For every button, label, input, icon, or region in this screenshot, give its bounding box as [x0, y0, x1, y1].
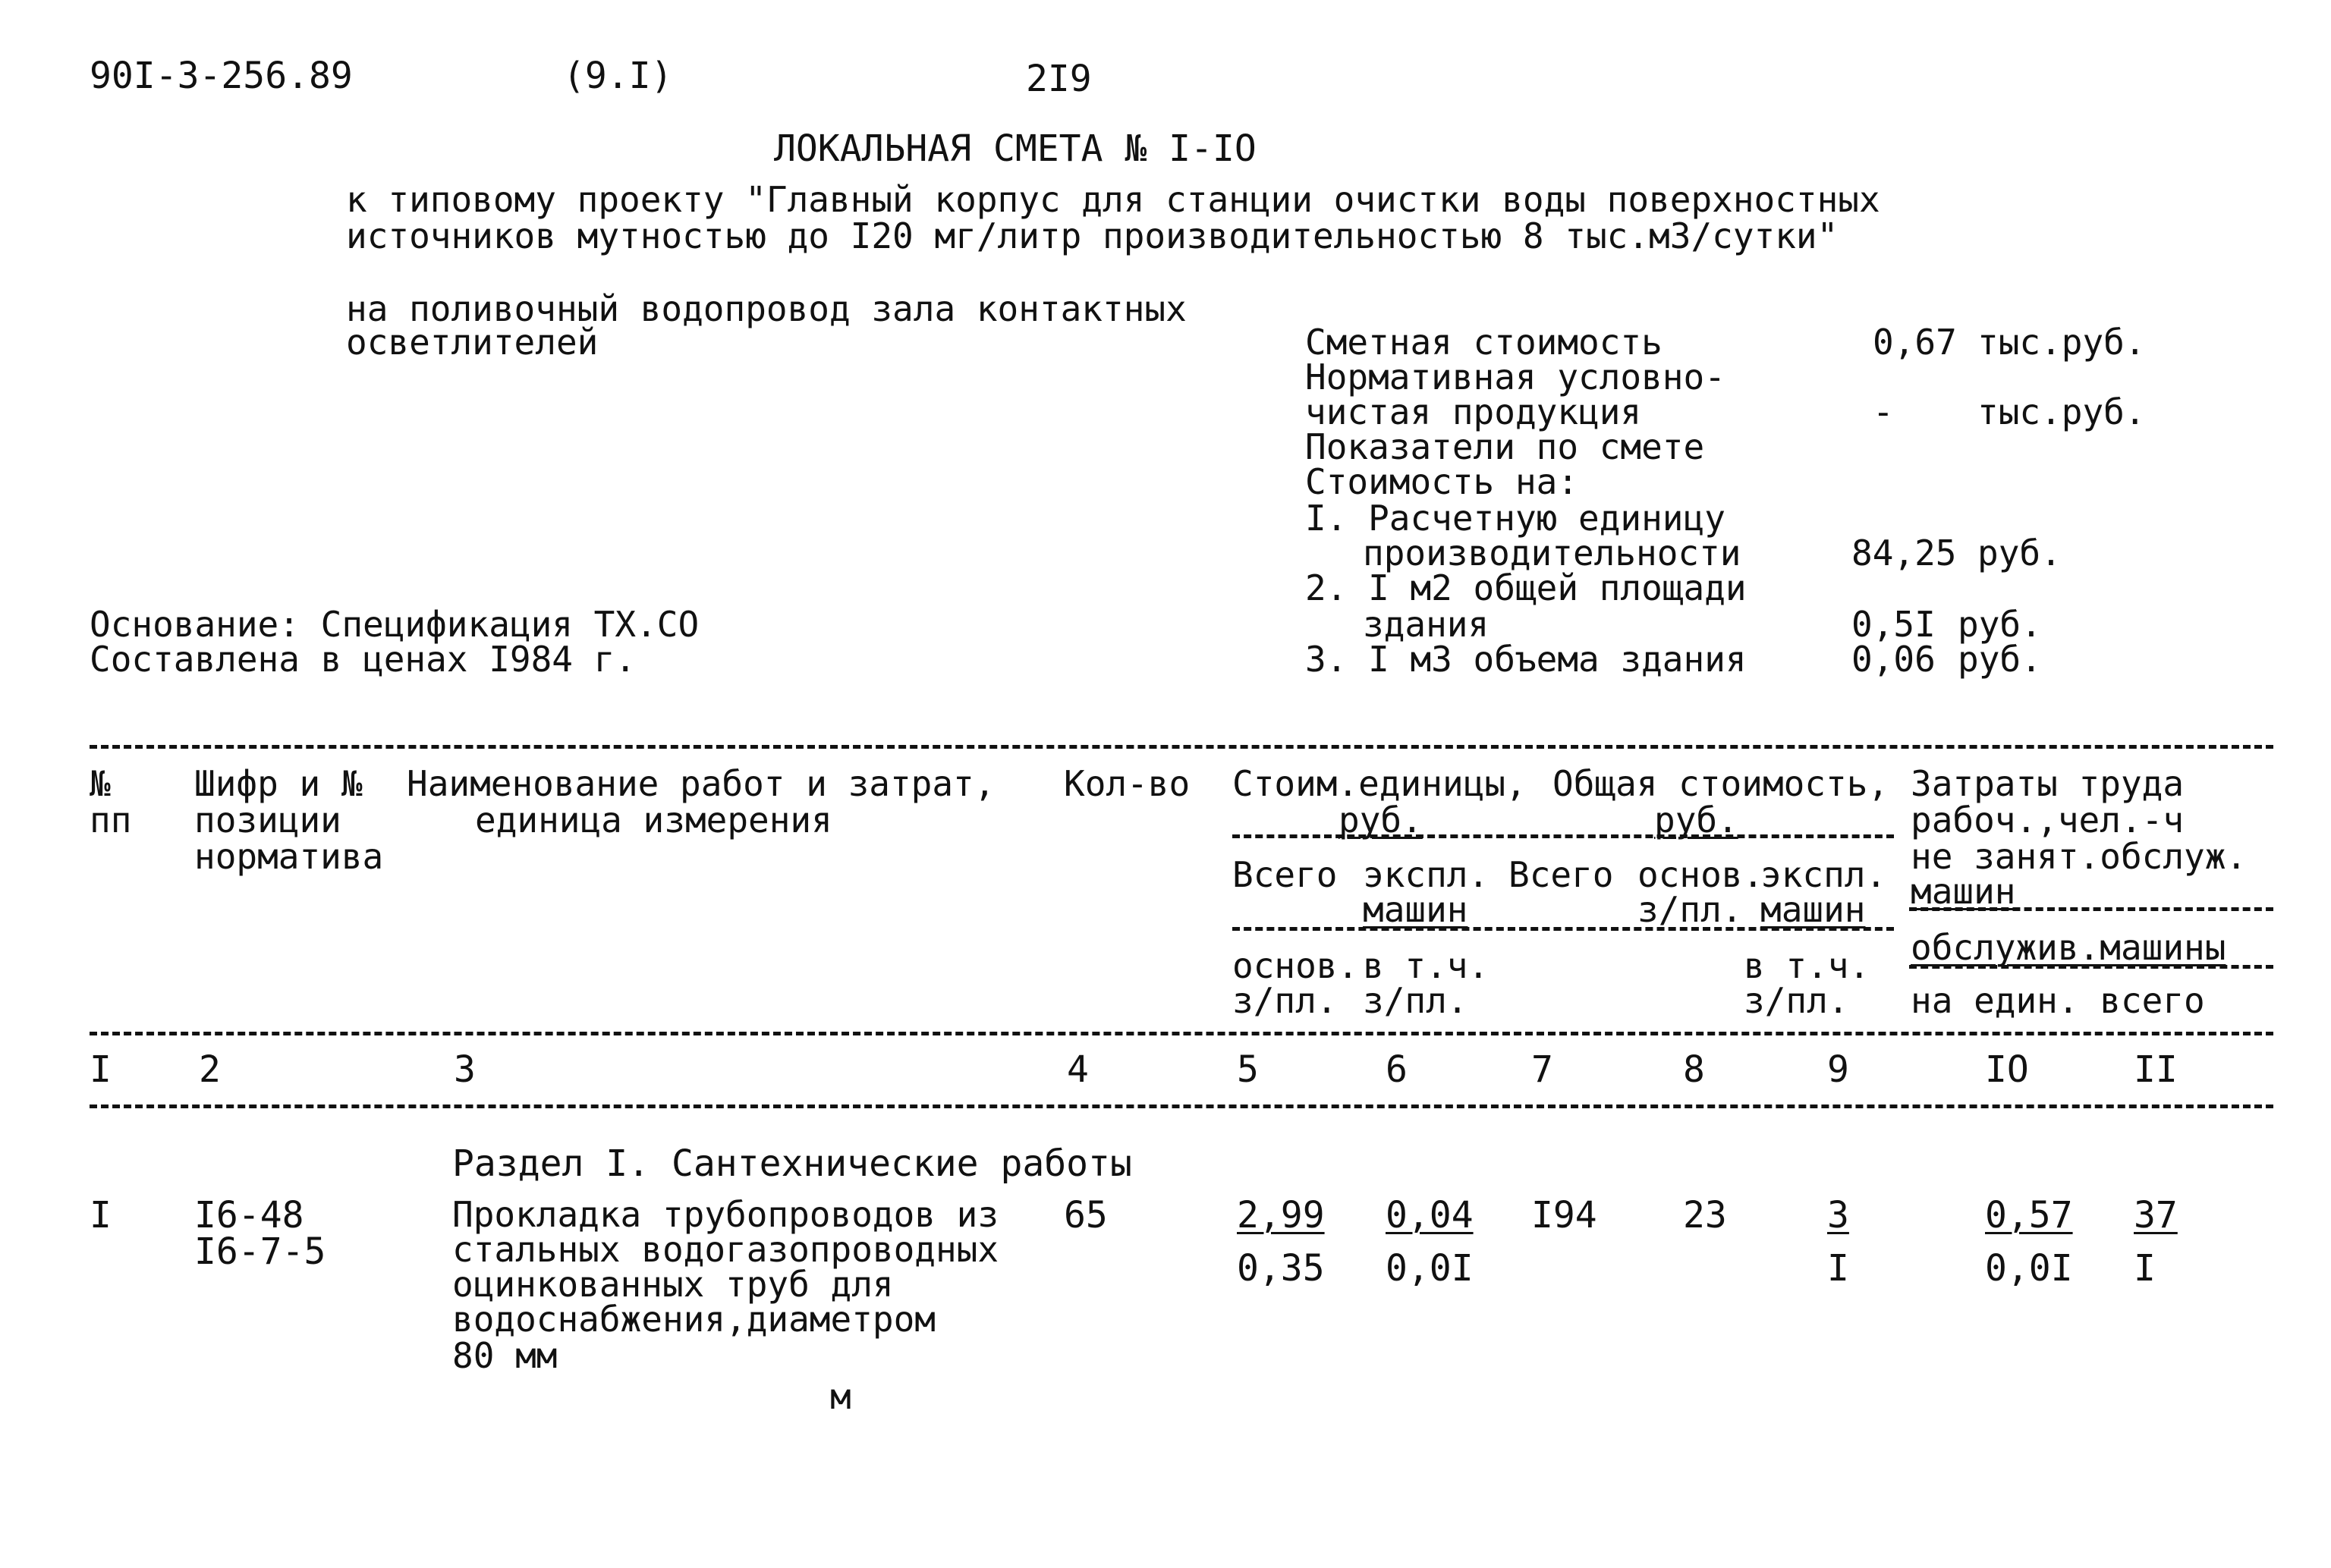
col6-subheader-line-1: в т.ч. — [1363, 945, 1490, 986]
row-col9-bottom: I — [1827, 1247, 1849, 1290]
indicator-1-unit: руб. — [1977, 533, 2062, 573]
col3-header-line-2: единица измерения — [475, 800, 832, 841]
column-number: 7 — [1531, 1048, 1553, 1091]
indicator-3-unit: руб. — [1958, 639, 2042, 680]
col3-header-line-1: Наименование работ и затрат, — [407, 763, 996, 804]
row-col5-top: 2,99 — [1237, 1194, 1325, 1236]
col5-subheader-line-2: з/пл. — [1232, 980, 1338, 1021]
col9-subheader-line-1: в т.ч. — [1744, 945, 1870, 986]
row-col8: 23 — [1683, 1194, 1727, 1236]
col1-header-line-1: № — [90, 763, 111, 804]
col9-subheader-line-2: з/пл. — [1744, 980, 1849, 1021]
indicator-1-line-2: производительности — [1363, 533, 1741, 573]
indicators-label: Показатели по смете — [1305, 426, 1705, 467]
labor-header-line-1: Затраты труда — [1911, 763, 2185, 804]
row-description-line-5: 80 мм — [452, 1335, 558, 1376]
section-title: Раздел I. Сантехнические работы — [452, 1142, 1132, 1185]
indicator-3-line-1: 3. I м3 объема здания — [1305, 639, 1747, 680]
col8-header-line-1: основ. — [1637, 854, 1764, 895]
col9-header-line-2: машин — [1760, 889, 1866, 930]
row-col6-bottom: 0,0I — [1386, 1247, 1474, 1290]
col5-subheader-line-1: основ. — [1232, 945, 1359, 986]
col6-header-line-2: машин — [1363, 889, 1468, 930]
header-bottom-rule — [90, 1032, 2273, 1035]
subtitle-line-2: источников мутностью до I20 мг/литр производительностью 8 тыс.м3/сутки" — [346, 215, 1839, 256]
column-number: I — [90, 1048, 112, 1091]
indicator-1-value: 84,25 — [1851, 533, 1957, 573]
column-numbers-rule — [90, 1105, 2273, 1108]
col2-header-line-3: норматива — [194, 836, 384, 877]
cost-subheader-rule — [1232, 834, 1894, 838]
col2-header-line-2: позиции — [194, 800, 341, 841]
column-number: 4 — [1067, 1048, 1089, 1091]
column-number: 9 — [1827, 1048, 1849, 1091]
labor-header-line-6: на един. всего — [1911, 980, 2205, 1021]
row-description-line-4: водоснабжения,диаметром — [452, 1299, 936, 1340]
basis-line-2: Составлена в ценах I984 г. — [90, 639, 637, 680]
row-col5-bottom: 0,35 — [1237, 1247, 1325, 1290]
norm-label-2: чистая продукция — [1305, 391, 1642, 432]
row-col11-bottom: I — [2134, 1247, 2156, 1290]
labor-header-line-4: машин — [1911, 871, 2016, 912]
project-code: 90I-3-256.89 — [90, 55, 353, 97]
unit-cost-rub: руб. — [1339, 800, 1423, 841]
indicator-2-line-1: 2. I м2 общей площади — [1305, 567, 1747, 608]
row-number: I — [90, 1194, 112, 1236]
row-col11-top: 37 — [2134, 1194, 2178, 1236]
labor-header-line-5: обслужив.машины — [1911, 927, 2226, 968]
col1-header-line-2: пп — [90, 800, 132, 841]
column-number: IO — [1985, 1048, 2029, 1091]
cost-per-label: Стоимость на: — [1305, 461, 1579, 502]
col4-header: Кол-во — [1064, 763, 1191, 804]
row-description-line-3: оцинкованных труб для — [452, 1264, 894, 1305]
col8-header-line-2: з/пл. — [1637, 889, 1743, 930]
page-number: 2I9 — [1026, 58, 1092, 100]
row-code-1: I6-48 — [194, 1194, 304, 1236]
col6-subheader-line-2: з/пл. — [1363, 980, 1468, 1021]
column-number: II — [2134, 1048, 2178, 1091]
col5-header: Всего — [1232, 854, 1338, 895]
row-col9-top: 3 — [1827, 1194, 1849, 1236]
row-code-2: I6-7-5 — [194, 1230, 326, 1273]
cost-label: Сметная стоимость — [1305, 322, 1663, 363]
column-number: 5 — [1237, 1048, 1259, 1091]
indicator-3-value: 0,06 — [1851, 639, 1936, 680]
col6-header-line-1: экспл. — [1363, 854, 1490, 895]
indicator-2-value: 0,5I — [1851, 604, 1936, 645]
labor-header-line-3: не занят.обслуж. — [1911, 836, 2248, 877]
object-line-2: осветлителей — [346, 322, 599, 363]
cost-value: 0,67 — [1873, 322, 1957, 363]
total-cost-header: Общая стоимость, — [1552, 763, 1889, 804]
column-number: 8 — [1683, 1048, 1705, 1091]
row-col6-top: 0,04 — [1386, 1194, 1474, 1236]
row-col10-top: 0,57 — [1985, 1194, 2073, 1236]
object-line-1: на поливочный водопровод зала контактных — [346, 288, 1187, 329]
table-top-rule — [90, 745, 2273, 749]
row-description-line-1: Прокладка трубопроводов из — [452, 1194, 999, 1235]
col2-header-line-1: Шифр и № — [194, 763, 363, 804]
unit-cost-header: Стоим.единицы, — [1232, 763, 1527, 804]
norm-value: - — [1873, 391, 1894, 432]
indicator-2-unit: руб. — [1958, 604, 2042, 645]
document-title: ЛОКАЛЬНАЯ СМЕТА № I-IO — [774, 127, 1257, 170]
indicator-2-line-2: здания — [1363, 604, 1490, 645]
row-unit: м — [830, 1376, 851, 1417]
cost-unit: тыс.руб. — [1977, 322, 2146, 363]
col7-header: Всего — [1508, 854, 1614, 895]
norm-unit: тыс.руб. — [1977, 391, 2146, 432]
subtitle-line-1: к типовому проекту "Главный корпус для станции очистки воды поверхностных — [346, 179, 1880, 220]
row-col10-bottom: 0,0I — [1985, 1247, 2073, 1290]
basis-line-1: Основание: Спецификация ТХ.СО — [90, 604, 700, 645]
row-description-line-2: стальных водогазопроводных — [452, 1229, 999, 1270]
labor-header-line-2: рабоч.,чел.-ч — [1911, 800, 2185, 841]
row-quantity: 65 — [1064, 1194, 1108, 1236]
row-col7: I94 — [1531, 1194, 1597, 1236]
column-number: 3 — [454, 1048, 476, 1091]
norm-label-1: Нормативная условно- — [1305, 357, 1725, 397]
col9-header-line-1: экспл. — [1760, 854, 1887, 895]
section-ref: (9.I) — [563, 55, 673, 97]
total-cost-rub: руб. — [1654, 800, 1738, 841]
indicator-1-line-1: I. Расчетную единицу — [1305, 498, 1725, 539]
column-number: 2 — [199, 1048, 221, 1091]
column-number: 6 — [1386, 1048, 1408, 1091]
